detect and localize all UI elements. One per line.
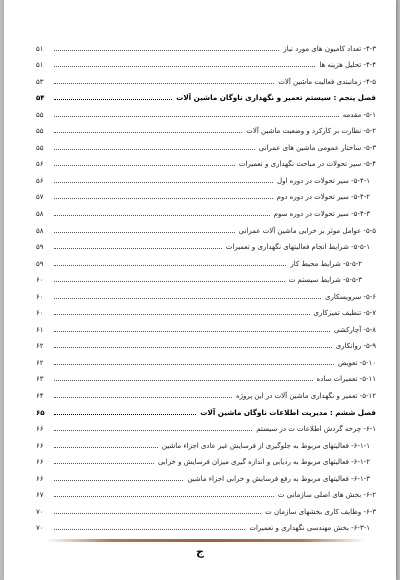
toc-entry-title: ۵-۴-۳- سیر تحولات در دوره سوم xyxy=(273,210,370,219)
toc-entry-title: ۴-۴- تحلیل هزینه ها xyxy=(319,61,376,70)
toc-entry[interactable] xyxy=(36,433,376,450)
dot-leader xyxy=(54,214,270,216)
toc-entry-page: ۶۳ xyxy=(36,375,44,384)
toc-entry-page: ۶۰ xyxy=(36,309,44,318)
toc-entry-page: ۶۲ xyxy=(36,342,44,351)
dot-leader xyxy=(54,396,232,398)
dot-leader xyxy=(54,82,274,84)
toc-entry[interactable] xyxy=(36,499,376,516)
dot-leader xyxy=(54,512,261,514)
toc-entry-page: ۵۴ xyxy=(36,94,45,103)
toc-entry[interactable] xyxy=(36,383,376,400)
dot-leader xyxy=(54,131,242,133)
toc-entry-page: ۵۶ xyxy=(36,160,44,169)
dot-leader xyxy=(54,115,339,117)
toc-entry-title: ۵-۳- ساختار عمومی ماشین های عمرانی xyxy=(258,143,376,152)
toc-entry-page: ۵۹ xyxy=(36,259,44,268)
toc-entry-title: ۵-۶- سرویسکاری xyxy=(325,292,376,301)
toc-entry-title: ۶-۲- بخش های اصلی سازمانی ت xyxy=(277,491,376,500)
dot-leader xyxy=(54,363,334,365)
dot-leader xyxy=(54,280,285,282)
toc-entry-title: ۶-۳-۱- بخش مهندسی نگهداری و تعمیرات xyxy=(249,524,370,533)
toc-entry[interactable] xyxy=(36,317,376,334)
toc-entry-title: فصل ششم : مدیریت اطلاعات ناوگان ماشین آلات xyxy=(200,407,376,417)
dot-leader xyxy=(54,495,274,497)
toc-entry[interactable] xyxy=(36,450,376,467)
toc-entry[interactable] xyxy=(36,251,376,268)
toc-entry-page: ۶۶ xyxy=(36,458,44,467)
toc-entry-title: ۵-۵-۱- شرایط انجام فعالیتهای نگهداری و تعمیرات xyxy=(225,243,370,252)
page-number: ج xyxy=(196,545,204,558)
dot-leader xyxy=(54,379,313,381)
toc-entry-page: ۶۶ xyxy=(36,474,44,483)
toc-entry-title: ۵-۱۰- تعویض xyxy=(337,358,376,367)
dot-leader xyxy=(54,528,245,530)
dot-leader xyxy=(54,231,235,233)
toc-entry-title: ۴-۵- زمانبندی فعالیت ماشین آلات xyxy=(278,77,376,86)
dot-leader xyxy=(54,264,286,266)
dot-leader xyxy=(54,148,255,150)
toc-entry-title: ۵-۱۲- تعمیر و نگهداری ماشین آلات در این پروژه xyxy=(235,392,376,401)
toc-entry[interactable] xyxy=(36,218,376,235)
toc-entry-page: ۶۰ xyxy=(36,276,44,285)
toc-entry[interactable] xyxy=(36,36,376,53)
dot-leader xyxy=(54,479,183,481)
toc-entry-page: ۶۲ xyxy=(36,358,44,367)
toc-entry-title: ۵-۹- روانکاری xyxy=(335,342,376,351)
toc-entry-title: ۵-۵-۲- شرایط محیط کار xyxy=(290,259,362,268)
toc-entry-page: ۵۵ xyxy=(36,143,44,152)
toc-entry-page: ۵۳ xyxy=(36,77,44,86)
toc-entry-title: ۶-۱- چرخه گردش اطلاعات ت در سیستم xyxy=(256,425,376,434)
toc-entry-title: ۵-۱- مقدمه xyxy=(342,110,376,119)
toc-chapter-heading[interactable] xyxy=(36,400,376,417)
toc-entry-title: ۶-۱-۲- فعالیتهای مربوط به ردیابی و اندازه گیری میزان فرسایش و خرابی xyxy=(157,458,370,467)
toc-entry[interactable] xyxy=(36,201,376,218)
toc-entry[interactable] xyxy=(36,235,376,252)
toc-entry-title: فصل پنجم : سیستم تعمیر و نگهداری ناوگان ماشین آلات xyxy=(176,93,376,103)
dot-leader xyxy=(54,65,315,67)
toc-entry-title: ۵-۴-۱- سیر تحولات در دوره اول xyxy=(277,176,370,185)
toc-entry[interactable] xyxy=(36,69,376,86)
toc-entry-page: ۶۶ xyxy=(36,425,44,434)
footer-rule xyxy=(46,539,366,542)
toc-entry-page: ۶۵ xyxy=(36,408,45,417)
toc-entry[interactable] xyxy=(36,119,376,136)
toc-entry-title: ۶-۳- وظایف کاری بخشهای سازمان ت xyxy=(265,507,376,516)
toc-entry[interactable] xyxy=(36,516,376,533)
toc-entry[interactable] xyxy=(36,168,376,185)
toc-entry-page: ۵۵ xyxy=(36,127,44,136)
toc-entry-page: ۵۸ xyxy=(36,210,44,219)
dot-leader xyxy=(54,297,321,299)
dot-leader xyxy=(54,181,273,183)
toc-entry-page: ۵۸ xyxy=(36,226,44,235)
toc-entry-title: ۵-۴- سیر تحولات در مباحث نگهداری و تعمیرات xyxy=(238,160,376,169)
document-page xyxy=(4,0,396,580)
toc-entry-page: ۵۱ xyxy=(36,61,44,70)
toc-entry[interactable] xyxy=(36,102,376,119)
dot-leader xyxy=(54,49,279,51)
toc-entry-page: ۶۰ xyxy=(36,292,44,301)
toc-entry[interactable] xyxy=(36,301,376,318)
toc-entry-title: ۵-۸- آچارکشی xyxy=(334,325,376,334)
dot-leader xyxy=(54,313,310,315)
table-of-contents xyxy=(36,36,376,532)
toc-entry[interactable] xyxy=(36,367,376,384)
toc-entry-page: ۶۶ xyxy=(36,441,44,450)
toc-entry[interactable] xyxy=(36,284,376,301)
toc-entry[interactable] xyxy=(36,135,376,152)
toc-entry-page: ۷۰ xyxy=(36,524,44,533)
toc-entry-title: ۵-۲- نظارت بر کارکرد و وضعیت ماشین آلات xyxy=(246,127,376,136)
dot-leader xyxy=(54,247,222,249)
toc-entry-title: ۴-۳- تعداد کامیون های مورد نیاز xyxy=(283,44,376,53)
toc-entry-title: ۵-۴-۲- سیر تحولات در دوره دوم xyxy=(276,193,370,202)
dot-leader xyxy=(54,197,273,199)
toc-entry[interactable] xyxy=(36,350,376,367)
toc-entry-page: ۶۷ xyxy=(36,491,44,500)
toc-entry[interactable] xyxy=(36,53,376,70)
toc-entry-page: ۵۶ xyxy=(36,176,44,185)
toc-entry-page: ۵۷ xyxy=(36,193,44,202)
dot-leader xyxy=(54,346,332,348)
toc-entry[interactable] xyxy=(36,334,376,351)
toc-entry-page: ۵۱ xyxy=(36,44,44,53)
dot-leader xyxy=(54,429,252,431)
dot-leader xyxy=(54,98,172,100)
dot-leader xyxy=(54,462,154,464)
dot-leader xyxy=(54,164,235,166)
toc-entry[interactable] xyxy=(36,185,376,202)
dot-leader xyxy=(54,446,158,448)
toc-entry[interactable] xyxy=(36,483,376,500)
toc-entry-page: ۵۹ xyxy=(36,243,44,252)
toc-entry-page: ۶۱ xyxy=(36,325,44,334)
toc-chapter-heading[interactable] xyxy=(36,86,376,103)
toc-entry-page: ۷۰ xyxy=(36,507,44,516)
dot-leader xyxy=(54,330,330,332)
toc-entry-title: ۵-۵- عوامل موثر بر خرابی ماشین آلات عمرانی xyxy=(238,226,376,235)
toc-entry-title: ۵-۵-۳- شرایط سیستم ت xyxy=(288,276,362,285)
toc-entry-title: ۵-۱۱- تعمیرات ساده xyxy=(316,375,376,384)
toc-entry-title: ۶-۱-۱- فعالیتهای مربوط به جلوگیری از فرسایش غیر عادی اجزاء ماشین xyxy=(161,441,370,450)
dot-leader xyxy=(54,413,196,415)
toc-entry-page: ۶۴ xyxy=(36,392,44,401)
toc-entry-title: ۶-۱-۳- فعالیتهای مربوط به رفع فرسایش و خرابی اجزاء ماشین xyxy=(187,474,370,483)
toc-entry[interactable] xyxy=(36,268,376,285)
toc-entry[interactable] xyxy=(36,417,376,434)
toc-entry-page: ۵۵ xyxy=(36,110,44,119)
toc-entry[interactable] xyxy=(36,152,376,169)
toc-entry[interactable] xyxy=(36,466,376,483)
toc-entry-title: ۵-۷- تنظیف تمیزکاری xyxy=(313,309,376,318)
